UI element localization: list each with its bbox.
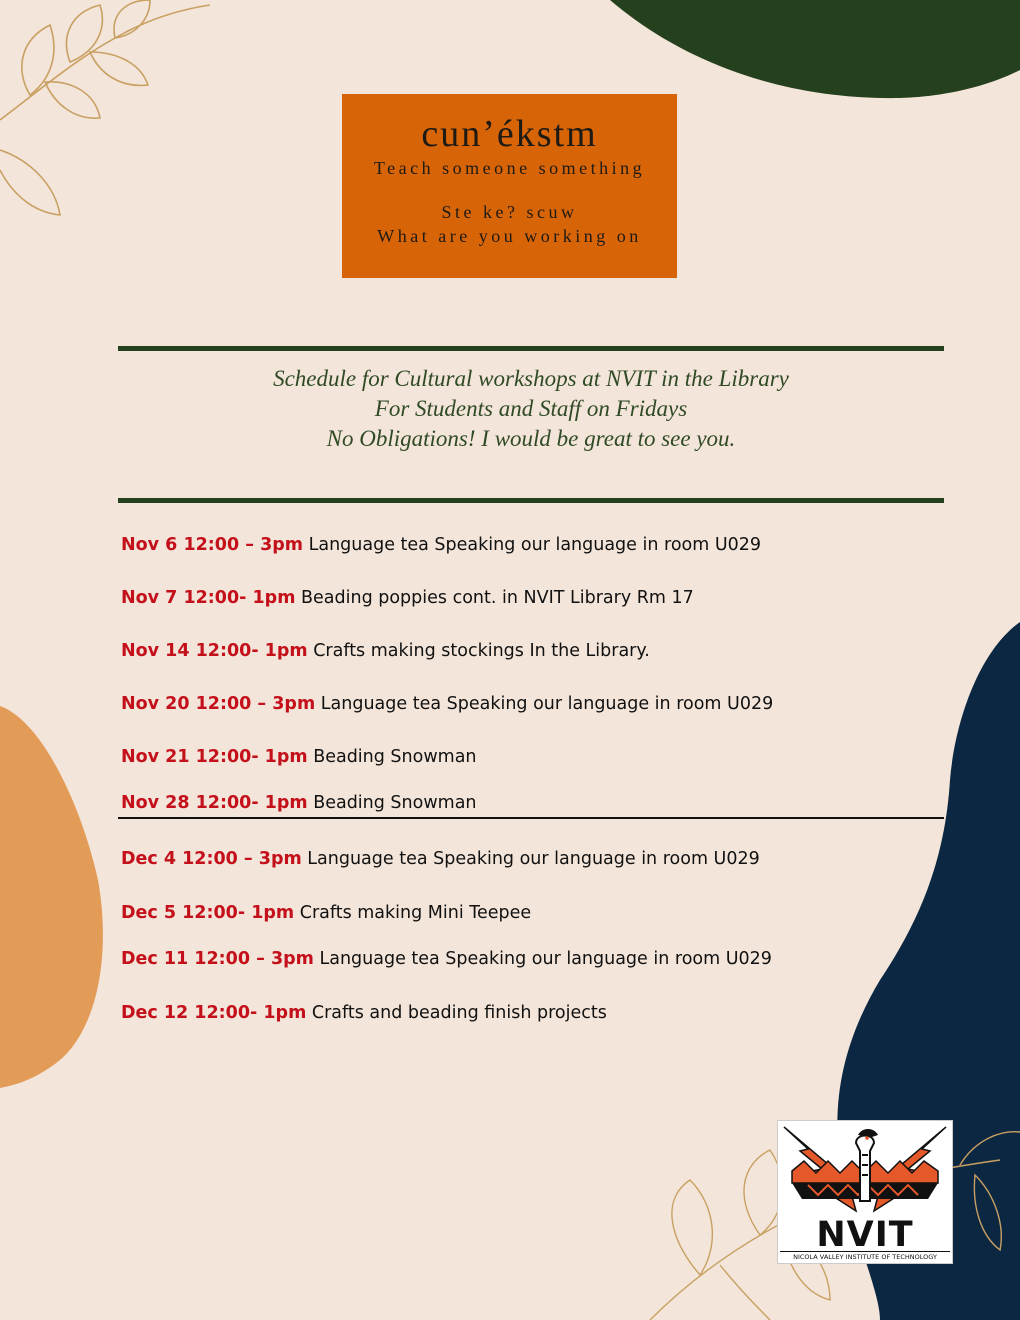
event-description: Crafts making Mini Teepee (299, 903, 532, 923)
divider-bottom (118, 498, 944, 503)
event-description: Language tea Speaking our language in room U029 (308, 535, 762, 555)
event-time: Dec 12 12:00- 1pm (121, 1003, 307, 1023)
intro-text (118, 364, 944, 454)
event-description: Crafts and beading finish projects (311, 1003, 607, 1023)
month-separator (118, 817, 944, 819)
event-time: Nov 20 12:00 – 3pm (121, 694, 316, 714)
title-translation: Teach someone something (373, 158, 646, 178)
eagle-emblem-icon (778, 1121, 952, 1217)
event-time: Dec 5 12:00- 1pm (121, 903, 295, 923)
event-description: Crafts making stockings In the Library. (313, 641, 650, 661)
schedule-item (121, 535, 761, 555)
event-description: Language tea Speaking our language in room U029 (320, 694, 774, 714)
schedule-item (121, 849, 760, 869)
event-description: Beading Snowman (313, 793, 477, 813)
intro-line-2: For Students and Staff on Fridays (374, 396, 688, 421)
schedule-item (121, 1003, 607, 1023)
event-time: Nov 28 12:00- 1pm (121, 793, 308, 813)
event-description: Beading poppies cont. in NVIT Library Rm 17 (301, 588, 694, 608)
nvit-logo (777, 1120, 953, 1264)
title-question: Ste ke? scuw (441, 202, 578, 222)
green-blob (610, 0, 1020, 98)
event-time: Nov 7 12:00- 1pm (121, 588, 296, 608)
peach-blob (0, 706, 103, 1088)
event-time: Dec 4 12:00 – 3pm (121, 849, 302, 869)
event-time: Nov 6 12:00 – 3pm (121, 535, 304, 555)
logo-letters: NVIT (816, 1215, 914, 1255)
title-main: cun’ékstm (421, 113, 598, 155)
schedule-item (121, 793, 477, 813)
event-description: Language tea Speaking our language in room U029 (307, 849, 760, 869)
title-question-translation: What are you working on (377, 226, 642, 246)
leaf-sprig-top-left (0, 0, 210, 215)
event-time: Nov 21 12:00- 1pm (121, 747, 308, 767)
event-time: Dec 11 12:00 – 3pm (121, 949, 314, 969)
schedule-item (121, 949, 772, 969)
schedule-item (121, 588, 694, 608)
event-time: Nov 14 12:00- 1pm (121, 641, 308, 661)
title-box (342, 94, 677, 278)
schedule-item (121, 694, 773, 714)
intro-line-1: Schedule for Cultural workshops at NVIT in the Library (273, 366, 789, 391)
divider-top (118, 346, 944, 351)
schedule-item (121, 641, 650, 661)
event-description: Beading Snowman (313, 747, 477, 767)
schedule-item (121, 903, 531, 923)
event-description: Language tea Speaking our language in room U029 (319, 949, 772, 969)
schedule-item (121, 747, 477, 767)
intro-line-3: No Obligations! I would be great to see you. (326, 426, 736, 451)
logo-caption: NICOLA VALLEY INSTITUTE OF TECHNOLOGY (780, 1251, 950, 1262)
